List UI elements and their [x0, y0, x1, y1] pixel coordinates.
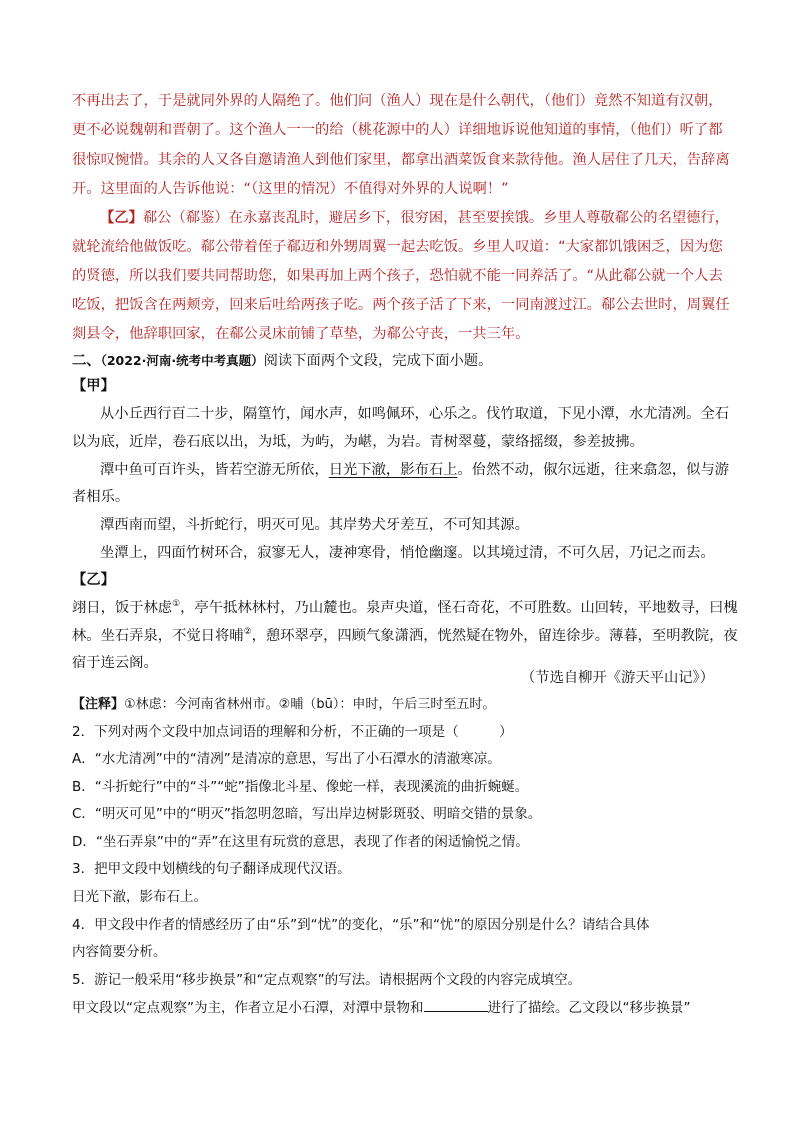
fill-text: 进行了描绘。乙文段以“移步换景”: [487, 1000, 691, 1016]
section-heading: [72, 351, 492, 371]
yi-text: ，憩环翠亭，四顾气象潇洒，恍然疑在物外，留连徐步。薄暮，至明教院，夜: [251, 628, 738, 644]
section-source: （2022·河南·统考中考真题）: [100, 353, 264, 368]
yi-paragraph-line: [72, 598, 738, 618]
yi-translation-line: 就轮流给他做饭吃。郗公带着侄子郗迈和外甥周翼一起去吃饭。乡里人叹道：“大家都饥饿困乏，因为您: [72, 239, 723, 255]
yi-text: ，亭午抵林林村，乃山麓也。泉声央道，怪石奇花，不可胜数。山回转，平地数寻，曰槐: [180, 600, 738, 616]
translation-line: 不再出去了，于是就同外界的人隔绝了。他们问（渔人）现在是什么朝代，（他们）竟然不知道有汉朝，: [72, 93, 723, 109]
jia-paragraph-line: 从小丘西行百二十步，隔篁竹，闻水声，如鸣佩环，心乐之。伐竹取道，下见小潭，水尤清冽。全石: [100, 406, 730, 422]
option-d: D．“坐石弄泉”中的“弄”在这里有玩赏的意思，表现了作者的闲适愉悦之情。: [72, 834, 529, 850]
question-3-sentence: 日光下澈，影布石上。: [72, 889, 207, 905]
source-citation: （节选自柳开《游天平山记》）: [520, 670, 714, 686]
yi-text: 林。坐石弄泉，不觉日将晡: [72, 628, 244, 644]
answer-blank[interactable]: [424, 997, 488, 1012]
yi-translation-line: [100, 208, 729, 228]
translation-line: 很惊叹惋惜。其余的人又各自邀请渔人到他们家里，都拿出酒菜饭食来款待他。渔人居住了几天，告辞离: [72, 152, 730, 168]
yi-paragraph-line: 宿于连云阁。: [72, 655, 158, 671]
jia-text: 潭中鱼可百许头，皆若空游无所依，: [100, 462, 329, 478]
section-instruction: 阅读下面两个文段，完成下面小题。: [263, 353, 493, 369]
footnote-marker: ②: [243, 627, 252, 638]
question-4-cont: 内容简要分析。: [72, 944, 167, 960]
jia-paragraph-line: 者相乐。: [72, 489, 130, 505]
question-5-fill: [72, 997, 691, 1018]
yi-tag: 【乙】: [100, 210, 143, 226]
section-number: 二、: [72, 353, 101, 369]
footnote-marker: ①: [172, 599, 181, 610]
jia-tag: 【甲】: [72, 378, 115, 394]
jia-paragraph-line: [100, 460, 729, 480]
question-4: 4．甲文段中作者的情感经历了由“乐”到“忧”的变化，“乐”和“忧”的原因分别是什么？请结合具体: [72, 917, 650, 933]
underlined-sentence: 日光下澈，影布石上: [328, 462, 458, 478]
jia-text: 。佁然不动，俶尔远逝，往来翕忽，似与游: [457, 462, 730, 478]
option-a: A．“水尤清冽”中的“清冽”是清凉的意思，写出了小石潭水的清澈寒凉。: [72, 751, 501, 767]
annotation: [72, 695, 495, 715]
option-b: B．“斗折蛇行”中的“斗”“蛇”指像北斗星、像蛇一样，表现溪流的曲折蜿蜒。: [72, 779, 529, 795]
jia-paragraph-line: 坐潭上，四面竹树环合，寂寥无人，凄神寒骨，悄怆幽邃。以其境过清，不可久居，乃记之而去。: [100, 545, 715, 561]
translation-line: 开。这里面的人告诉他说：“（这里的情况）不值得对外界的人说啊！”: [72, 181, 509, 197]
yi-translation-line: 剡县令，他辞职回家，在郗公灵床前铺了草垫，为郗公守丧，一共三年。: [72, 326, 530, 342]
yi-translation-line: 吃饭，把饭含在两颊旁，回来后吐给两孩子吃。两个孩子活了下来，一同南渡过江。郗公去世时，周翼任: [72, 297, 730, 313]
question-2: 2．下列对两个文段中加点词语的理解和分析，不正确的一项是（ ）: [72, 724, 513, 740]
yi-text: 翊日，饭于林虑: [72, 600, 173, 616]
question-5: 5．游记一般采用“移步换景”和“定点观察”的写法。请根据两个文段的内容完成填空。: [72, 972, 582, 988]
jia-paragraph-line: 以为底，近岸，卷石底以出，为坻，为屿，为嵁，为岩。青树翠蔓，蒙络摇缀，参差披拂。: [72, 434, 644, 450]
yi-tag-2: 【乙】: [72, 572, 115, 588]
option-c: C．“明灭可见”中的“明灭”指忽明忽暗，写出岸边树影斑驳、明暗交错的景象。: [72, 806, 542, 822]
annotation-text: ①林虑：今河南省林州市。②晡（bū）：申时，午后三时至五时。: [124, 697, 496, 712]
yi-translation-line: 的贤德，所以我们要共同帮助您，如果再加上两个孩子，恐怕就不能一同养活了。“从此郗公就一个人去: [72, 268, 723, 284]
translation-line: 更不必说魏朝和晋朝了。这个渔人一一的给（桃花源中的人）详细地诉说他知道的事情，（他们）听了都: [72, 122, 723, 138]
jia-paragraph-line: 潭西南而望，斗折蛇行，明灭可见。其岸势犬牙差互，不可知其源。: [100, 517, 529, 533]
yi-paragraph-line: [72, 626, 738, 646]
annotation-tag: 【注释】: [72, 697, 125, 712]
yi-translation-text: 郗公（郗鉴）在永嘉丧乱时，避居乡下，很穷困，甚至要挨饿。乡里人尊敬郗公的名望德行，: [142, 210, 730, 226]
question-3: 3．把甲文段中划横线的句子翻译成现代汉语。: [72, 861, 351, 877]
fill-text: 甲文段以“定点观察”为主，作者立足小石潭，对潭中景物和: [72, 1000, 424, 1016]
